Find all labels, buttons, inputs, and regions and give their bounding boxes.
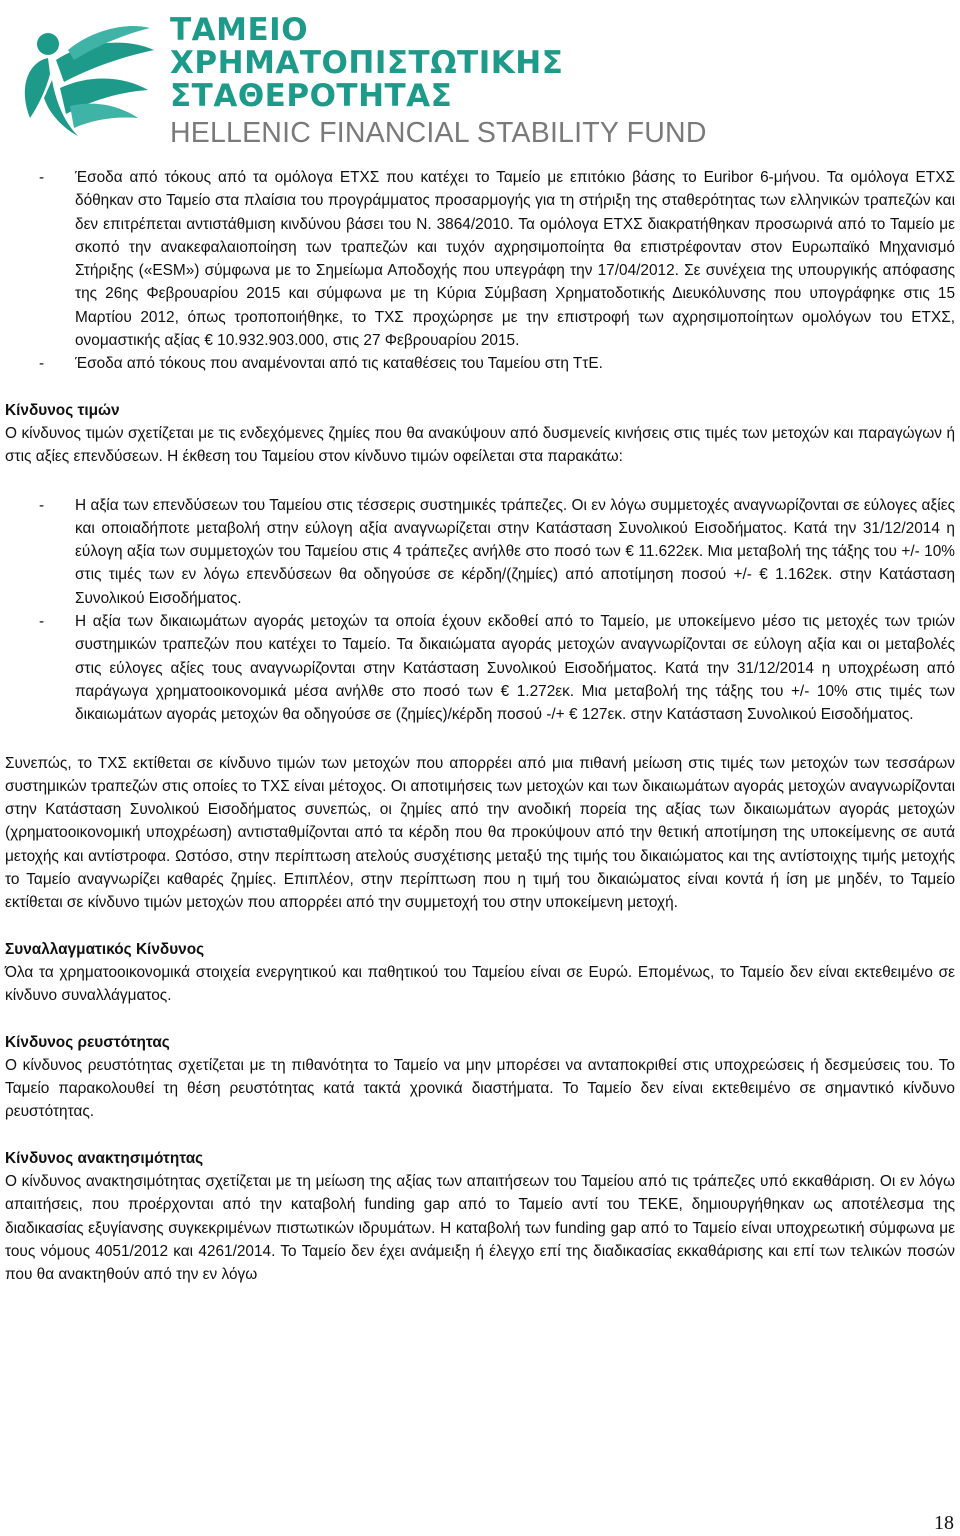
bullet-dash: -	[39, 169, 45, 186]
section-heading-fx-risk: Συναλλαγματικός Κίνδυνος	[5, 940, 205, 958]
list-item	[5, 352, 955, 375]
page-number: 18	[934, 1512, 954, 1534]
document-header	[0, 0, 960, 150]
bullet-text: Η αξία των δικαιωμάτων αγοράς μετοχών τα οποία έχουν εκδοθεί από το Ταμείο, με υποκείμενο μέσο τις μετοχές των τριών συστημικών τραπεζών που κατέχει το Ταμείο. Τα δικαιώματα αγοράς μετοχών αναγνωρίζονται σε εύλογη αξία και οι μεταβολές στις εύλογες αξίες τους αναγνωρίζονται στην Κατάσταση Συνολικού Εισοδήματος. Κατά την 31/12/2014 η υποχρέωση από παράγωγα χρηματοοικονομικά μέσα ανήλθε στο ποσό των € 1.272εκ. Μια μεταβολή της τάξης του +/- 10% στις τιμές των δικαιωμάτων αγοράς μετοχών θα οδηγούσε σε (ζημίες)/κέρδη ποσού -/+ € 127εκ. στην Κατάσταση Συνολικού Εισοδήματος.	[75, 613, 955, 724]
bullet-dash: -	[39, 496, 45, 514]
list-item	[5, 166, 955, 352]
recovery-risk-text: Ο κίνδυνος ανακτησιμότητας σχετίζεται με τη μείωση της αξίας των απαιτήσεων του Ταμείου από τις τράπεζες υπό εκκαθάριση. Οι εν λόγω απαιτήσεις, που προέρχονται από την καταβολή funding gap από το Ταμείο αντί του ΤΕΚΕ, δημιουργήθηκαν ως αποτέλεσμα της διαδικασίας εξυγίανσης συγκεκριμένων πιστωτικών ιδρυμάτων. Η καταβολή των funding gap από το Ταμείο είναι υποχρεωτική σύμφωνα με τους νόμους 4051/2012 και 4261/2014. Το Ταμείο δεν έχει ανάμειξη ή έλεγχο επί της διαδικασίας εκκαθάρισης και επί των τελικών ποσών που θα ανακτηθούν από την εν λόγω	[5, 1172, 955, 1284]
section-heading-recovery-risk: Κίνδυνος ανακτησιμότητας	[5, 1149, 204, 1167]
bullet-dash: -	[39, 355, 45, 373]
logo-line-3: ΣΤΑΘΕΡΟΤΗΤΑΣ	[170, 78, 453, 114]
liquidity-risk-text: Ο κίνδυνος ρευστότητας σχετίζεται με τη πιθανότητα το Ταμείο να μην μπορέσει να ανταποκριθεί στις υποχρεώσεις ή δεσμεύσεις του. Το Ταμείο παρακολουθεί τη θέση ρευστότητας κατά τακτά χρονικά διαστήματα. Το Ταμείο δεν είναι εκτεθειμένο σε σημαντικό κίνδυνο ρευστότητας.	[5, 1056, 955, 1121]
price-risk-intro: Ο κίνδυνος τιμών σχετίζεται με τις ενδεχόμενες ζημίες που θα ανακύψουν από δυσμενείς κινήσεις στις τιμές των μετοχών και παραγώγων ή στις αξίες επενδύσεων. Η έκθεση του Ταμείου στον κίνδυνο τιμών οφείλεται στα παρακάτω:	[5, 424, 955, 466]
section-heading-liquidity-risk: Κίνδυνος ρευστότητας	[5, 1033, 170, 1051]
bullet-text: Η αξία των επενδύσεων του Ταμείου στις τέσσερις συστημικές τράπεζες. Οι εν λόγω συμμετοχές αναγνωρίζονται σε εύλογες αξίες και οποιαδήποτε μεταβολή στην εύλογη αξία αναγνωρίζεται στην Κατάσταση Συνολικού Εισοδήματος. Κατά την 31/12/2014 η εύλογη αξία των συμμετοχών του Ταμείου στις 4 τράπεζες ανήλθε στο ποσό των € 11.622εκ. Μια μεταβολή της τάξης του +/- 10% στις τιμές των εν λόγω επενδύσεων θα οδηγούσε σε κέρδη/(ζημίες) από αποτίμηση ποσού +/- € 1.162εκ. στην Κατάσταση Συνολικού Εισοδήματος.	[75, 496, 955, 607]
logo-wordmark	[170, 14, 707, 148]
hfsf-logo-icon	[8, 10, 158, 138]
bullet-text: Έσοδα από τόκους από τα ομόλογα ΕΤΧΣ που κατέχει το Ταμείο με επιτόκιο βάσης το Euribor 6-μήνου. Τα ομόλογα ΕΤΧΣ δόθηκαν στο Ταμείο στα πλαίσια του προγράμματος προσαρμογής για τη στήριξη της σταθερότητας των ελληνικών τραπεζών και δεν επιτρέπεται αντιστάθμιση κινδύνου βάσει του Ν. 3864/2010. Τα ομόλογα ΕΤΧΣ διακρατήθηκαν προσωρινά από το Ταμείο με σκοπό την ανακεφαλαιοποίηση των τραπεζών και τυχόν αχρησιμοποίητα θα επιστρέφονταν στον Ευρωπαϊκό Μηχανισμό Στήριξης («ESM») σύμφωνα με το Σημείωμα Αποδοχής που υπεγράφη την 17/04/2012. Σε συνέχεια της υπουργικής απόφασης της 26ης Φεβρουαρίου 2015 και σύμφωνα με τη Κύρια Σύμβαση Χρηματοδοτικής Διευκόλυνσης που υπογράφηκε στις 15 Μαρτίου 2012, όπως τροποποιήθηκε, το ΤΧΣ προχώρησε με την επιστροφή των αχρησιμοποίητων ομολόγων του ΕΤΧΣ, ονομαστικής αξίας € 10.932.903.000, στις 27 Φεβρουαρίου 2015.	[75, 169, 955, 350]
logo-english-name: HELLENIC FINANCIAL STABILITY FUND	[170, 117, 707, 149]
logo-line-1: ΤΑΜΕΙΟ	[170, 12, 309, 48]
section-heading-price-risk: Κίνδυνος τιμών	[5, 401, 120, 419]
list-item	[5, 494, 955, 610]
list-item	[5, 610, 955, 726]
bullet-text: Έσοδα από τόκους που αναμένονται από τις καταθέσεις του Ταμείου στη ΤτΕ.	[75, 355, 603, 373]
bullet-dash: -	[39, 613, 45, 631]
document-body	[5, 166, 955, 1286]
price-risk-conclusion: Συνεπώς, το ΤΧΣ εκτίθεται σε κίνδυνο τιμών των μετοχών που απορρέει από μια πιθανή μείωση στις τιμές των μετοχών των τεσσάρων συστημικών τραπεζών στις οποίες το ΤΧΣ είναι μέτοχος. Οι αποτιμήσεις των μετοχών και των δικαιωμάτων αγοράς μετοχών αναγνωρίζονται στην Κατάσταση Συνολικού Εισοδήματος συνεπώς, οι ζημίες από την ανοδική πορεία της αξίας των δικαιωμάτων αγοράς μετοχών (χρηματοοικονομική υποχρέωση) αντισταθμίζονται από τα κέρδη που θα προκύψουν από την θετική αποτίμηση της υποκείμενης σε αυτά μετοχής και αντίστροφα. Ωστόσο, στην περίπτωση ατελούς συσχέτισης μεταξύ της τιμής του δικαιώματος και της αντίστοιχης τιμής μετοχής το Ταμείο αναγνωρίζει καθαρές ζημίες. Επιπλέον, στην περίπτωση που η τιμή του δικαιώματος είναι κοντά ή ίση με μηδέν, το Ταμείο εκτίθεται σε κίνδυνο τιμών μετοχών που απορρέει από την συμμετοχή του στην υποκείμενη μετοχή.	[5, 754, 955, 912]
logo-line-2: ΧΡΗΜΑΤΟΠΙΣΤΩΤΙΚΗΣ	[170, 45, 564, 81]
fx-risk-text: Όλα τα χρηματοοικονομικά στοιχεία ενεργητικού και παθητικού του Ταμείου είναι σε Ευρώ. Επομένως, το Ταμείο δεν είναι εκτεθειμένο σε κίνδυνο συναλλάγματος.	[5, 963, 955, 1005]
